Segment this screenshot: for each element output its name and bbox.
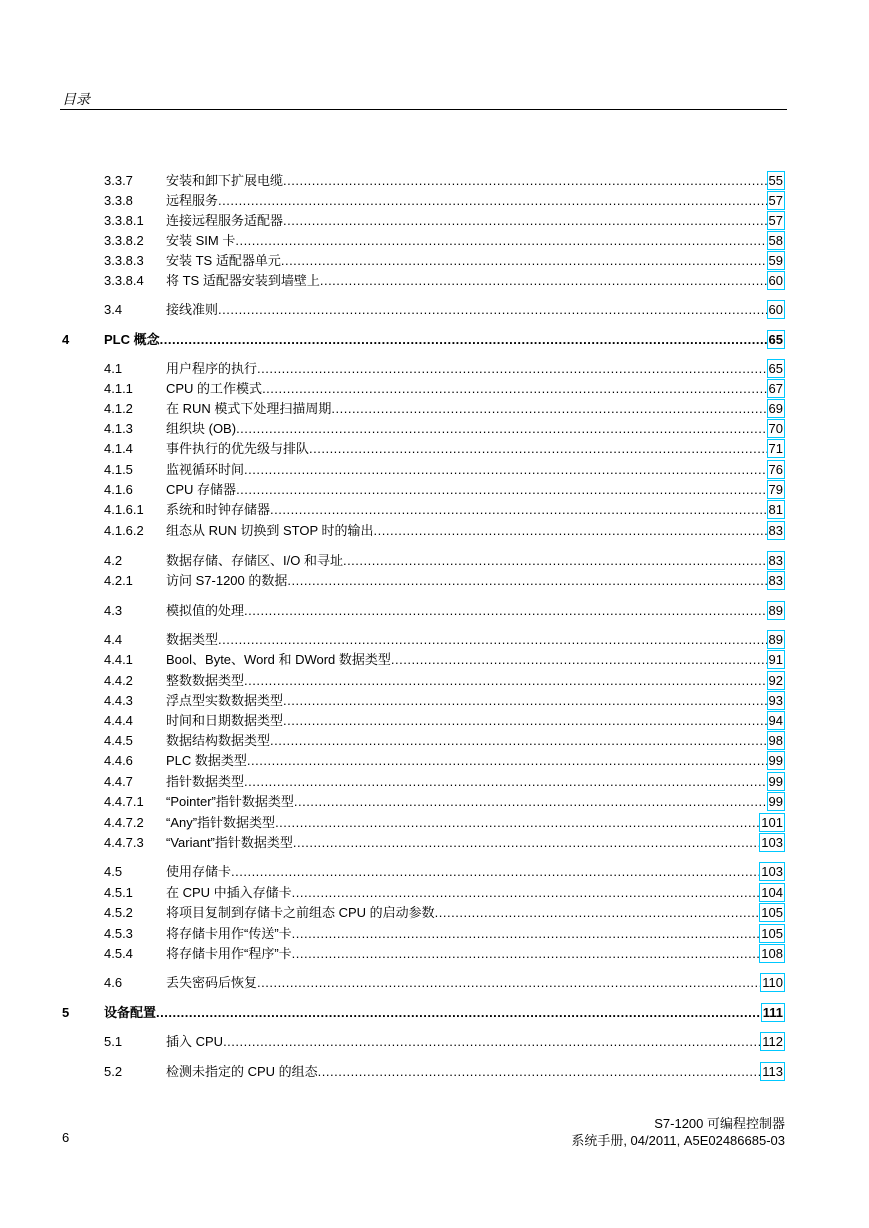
toc-entry[interactable] <box>0 671 869 691</box>
toc-page-link[interactable]: 83 <box>768 523 783 538</box>
toc-entry[interactable] <box>0 903 869 923</box>
dot-leader <box>435 903 760 923</box>
toc-entry-number: 4.5.3 <box>104 926 133 941</box>
dot-leader <box>294 792 767 812</box>
toc-entry-title[interactable]: CPU 存储器 <box>166 482 237 497</box>
toc-entry-title[interactable]: 事件执行的优先级与排队 <box>166 441 310 456</box>
dot-leader <box>236 419 766 439</box>
toc-entry-title[interactable]: 将存储卡用作“传送”卡 <box>166 926 292 941</box>
footer-product: S7-1200 可编程控制器 <box>654 1116 785 1131</box>
toc-page-link[interactable]: 103 <box>761 864 783 879</box>
toc-entry-title[interactable]: PLC 概念 <box>104 332 160 347</box>
toc-page-link[interactable]: 99 <box>768 753 783 768</box>
toc-entry[interactable] <box>0 551 869 571</box>
toc-entry-number: 4.4.2 <box>104 673 133 688</box>
dot-leader <box>318 1062 761 1082</box>
toc-entry[interactable] <box>0 630 869 650</box>
toc-entry-title[interactable]: 数据结构数据类型 <box>166 733 271 748</box>
toc-entry-title[interactable]: 指针数据类型 <box>166 774 245 789</box>
toc-entry[interactable] <box>0 731 869 751</box>
toc-entry[interactable] <box>0 300 869 320</box>
toc-entry-number: 4.5.2 <box>104 905 133 920</box>
toc-entry[interactable] <box>0 833 869 853</box>
toc-page-link[interactable]: 57 <box>768 193 783 208</box>
dot-leader <box>262 379 766 399</box>
toc-entry-title[interactable]: 整数数据类型 <box>166 673 245 688</box>
toc-entry-number: 3.3.8.2 <box>104 233 144 248</box>
toc-entry-number: 3.3.8 <box>104 193 133 208</box>
toc-page-link[interactable]: 110 <box>762 975 783 990</box>
toc-entry-title[interactable]: 丢失密码后恢复 <box>166 975 258 990</box>
toc-entry[interactable] <box>0 1062 869 1082</box>
toc-entry-title[interactable]: 插入 CPU <box>166 1034 224 1049</box>
dot-leader <box>160 330 767 350</box>
toc-page-link[interactable]: 59 <box>768 253 783 268</box>
toc-page-link[interactable]: 112 <box>762 1034 783 1049</box>
toc-page-link[interactable]: 81 <box>768 502 783 517</box>
header-title: 目录 <box>62 93 90 108</box>
toc-entry-title[interactable]: “Pointer”指针数据类型 <box>166 794 294 809</box>
footer-manual: 系统手册, 04/2011, A5E02486685-03 <box>571 1133 785 1148</box>
dot-leader <box>231 862 759 882</box>
dot-leader <box>292 924 760 944</box>
toc-entry-title[interactable]: 安装 SIM 卡 <box>166 233 236 248</box>
toc-entry-title[interactable]: PLC 数据类型 <box>166 753 247 768</box>
toc-entry-title[interactable]: 数据存储、存储区、I/O 和寻址 <box>166 553 343 568</box>
toc-page-link[interactable]: 104 <box>761 885 783 900</box>
toc-entry-title[interactable]: 设备配置 <box>104 1005 157 1020</box>
toc-entry[interactable] <box>0 251 869 271</box>
toc-page-link[interactable]: 55 <box>768 173 783 188</box>
dot-leader <box>292 944 760 964</box>
dot-leader <box>343 551 767 571</box>
toc-entry-number: 5 <box>62 1005 70 1020</box>
toc-entry-title[interactable]: 将存储卡用作“程序”卡 <box>166 946 292 961</box>
dot-leader <box>244 772 767 792</box>
toc-page-link[interactable]: 76 <box>768 462 783 477</box>
toc-entry-number: 4.4 <box>104 632 123 647</box>
dot-leader <box>283 691 767 711</box>
toc-page-link[interactable]: 60 <box>768 273 783 288</box>
toc-entry-number: 4.4.7 <box>104 774 133 789</box>
toc-entry-number: 4.4.3 <box>104 693 133 708</box>
dot-leader <box>156 1003 761 1023</box>
toc-entry[interactable] <box>0 772 869 792</box>
toc-entry-title[interactable]: 连接远程服务适配器 <box>166 213 284 228</box>
toc-entry-title[interactable]: 将 TS 适配器安装到墙壁上 <box>166 273 320 288</box>
toc-entry-title[interactable]: 系统和时钟存储器 <box>166 502 271 517</box>
toc-entry-number: 4.1.6 <box>104 482 133 497</box>
toc-entry-title[interactable]: 在 RUN 模式下处理扫描周期 <box>166 401 332 416</box>
toc-entry-title[interactable]: 用户程序的执行 <box>166 361 258 376</box>
toc-page-link[interactable]: 91 <box>768 652 783 667</box>
toc-page-link[interactable]: 58 <box>768 233 783 248</box>
toc-entry-number: 4.1.4 <box>104 441 133 456</box>
toc-entry-title[interactable]: CPU 的工作模式 <box>166 381 263 396</box>
toc-entry[interactable] <box>0 571 869 591</box>
toc-page-link[interactable]: 65 <box>768 332 783 347</box>
dot-leader <box>257 359 767 379</box>
dot-leader <box>257 973 760 993</box>
toc-entry-number: 4.1 <box>104 361 123 376</box>
toc-entry-title[interactable]: 数据类型 <box>166 632 219 647</box>
toc-entry-number: 4.1.6.1 <box>104 502 144 517</box>
toc-entry-number: 4.1.3 <box>104 421 133 436</box>
toc-entry-title[interactable]: 组态从 RUN 切换到 STOP 时的输出 <box>166 523 374 538</box>
toc-entry-number: 4.4.5 <box>104 733 133 748</box>
toc-entry-title[interactable]: 时间和日期数据类型 <box>166 713 284 728</box>
toc-page-link[interactable]: 89 <box>768 632 783 647</box>
toc-page-link[interactable]: 99 <box>768 794 783 809</box>
toc-entry[interactable] <box>0 191 869 211</box>
toc-page-link[interactable]: 89 <box>768 603 783 618</box>
toc-entry-number: 4.5.4 <box>104 946 133 961</box>
toc-entry-number: 4.4.1 <box>104 652 133 667</box>
dot-leader <box>283 171 767 191</box>
toc-entry[interactable] <box>0 1003 869 1023</box>
toc-entry[interactable] <box>0 883 869 903</box>
dot-leader <box>283 711 767 731</box>
toc-entry-title[interactable]: 模拟值的处理 <box>166 603 245 618</box>
dot-leader <box>287 571 766 591</box>
toc-entry-number: 4.4.4 <box>104 713 133 728</box>
toc-entry-title[interactable]: 访问 S7-1200 的数据 <box>166 573 288 588</box>
toc-entry[interactable] <box>0 601 869 621</box>
toc-entry[interactable] <box>0 439 869 459</box>
toc-entry-title[interactable]: 接线准则 <box>166 302 219 317</box>
dot-leader <box>236 480 766 500</box>
toc-page-link[interactable]: 93 <box>768 693 783 708</box>
toc-entry[interactable] <box>0 521 869 541</box>
toc-entry-number: 3.4 <box>104 302 123 317</box>
toc-page-link[interactable]: 60 <box>768 302 783 317</box>
toc-entry[interactable] <box>0 419 869 439</box>
toc-page-link[interactable]: 71 <box>768 441 783 456</box>
toc-entry-number: 5.2 <box>104 1064 123 1079</box>
toc-page-link[interactable]: 101 <box>761 815 783 830</box>
toc-page-link[interactable]: 108 <box>761 946 783 961</box>
toc-entry-number: 4.1.2 <box>104 401 133 416</box>
toc-entry-number: 4.3 <box>104 603 123 618</box>
toc-entry-title[interactable]: “Any”指针数据类型 <box>166 815 276 830</box>
dot-leader <box>244 601 767 621</box>
toc-entry[interactable] <box>0 862 869 882</box>
dot-leader <box>281 251 767 271</box>
toc-entry-number: 4.2.1 <box>104 573 133 588</box>
toc-page-link[interactable]: 79 <box>768 482 783 497</box>
footer-page-number: 6 <box>62 1130 70 1145</box>
dot-leader <box>247 751 767 771</box>
toc-entry[interactable] <box>0 211 869 231</box>
toc-entry[interactable] <box>0 271 869 291</box>
dot-leader <box>292 883 760 903</box>
toc-page-link[interactable]: 70 <box>768 421 783 436</box>
toc-page-link[interactable]: 113 <box>762 1064 783 1079</box>
toc-entry-title[interactable]: 组织块 (OB) <box>166 421 237 436</box>
dot-leader <box>244 460 767 480</box>
toc-entry[interactable] <box>0 924 869 944</box>
toc-entry[interactable] <box>0 973 869 993</box>
toc-entry-title[interactable]: 浮点型实数数据类型 <box>166 693 284 708</box>
toc-entry-number: 4.5 <box>104 864 123 879</box>
toc-entry-number: 4.2 <box>104 553 123 568</box>
toc-entry[interactable] <box>0 650 869 670</box>
toc-entry-number: 3.3.8.3 <box>104 253 144 268</box>
toc-entry-title[interactable]: 安装 TS 适配器单元 <box>166 253 281 268</box>
toc-page-link[interactable]: 94 <box>768 713 783 728</box>
toc-entry-number: 4.5.1 <box>104 885 133 900</box>
toc-page-link[interactable]: 111 <box>762 1005 783 1020</box>
toc-page-link[interactable]: 92 <box>768 673 783 688</box>
toc-page-link[interactable]: 98 <box>768 733 783 748</box>
toc-entry[interactable] <box>0 460 869 480</box>
toc-page-link[interactable]: 105 <box>761 905 783 920</box>
dot-leader <box>309 439 767 459</box>
dot-leader <box>391 650 767 670</box>
toc-entry-title[interactable]: 监视循环时间 <box>166 462 245 477</box>
toc-entry-number: 4.1.1 <box>104 381 133 396</box>
toc-entry-number: 4.4.6 <box>104 753 133 768</box>
toc-entry-number: 4.4.7.2 <box>104 815 144 830</box>
toc-entry[interactable] <box>0 691 869 711</box>
toc-entry-title[interactable]: 将项目复制到存储卡之前组态 CPU 的启动参数 <box>166 905 435 920</box>
toc-entry-number: 3.3.8.1 <box>104 213 144 228</box>
toc-entry-title[interactable]: Bool、Byte、Word 和 DWord 数据类型 <box>166 652 391 667</box>
toc-entry-number: 4.4.7.1 <box>104 794 144 809</box>
dot-leader <box>270 731 767 751</box>
toc-page-link[interactable]: 67 <box>768 381 783 396</box>
toc-entry-number: 4.1.6.2 <box>104 523 144 538</box>
toc-entry[interactable] <box>0 1032 869 1052</box>
toc-entry-number: 4.1.5 <box>104 462 133 477</box>
toc-entry[interactable] <box>0 359 869 379</box>
toc-entry-number: 3.3.7 <box>104 173 133 188</box>
toc-page-link[interactable]: 83 <box>768 573 783 588</box>
toc-entry[interactable] <box>0 231 869 251</box>
dot-leader <box>223 1032 760 1052</box>
toc-entry[interactable] <box>0 792 869 812</box>
dot-leader <box>218 300 767 320</box>
dot-leader <box>293 833 759 853</box>
toc-entry-title[interactable]: 安装和卸下扩展电缆 <box>166 173 284 188</box>
toc-entry-title[interactable]: 使用存储卡 <box>166 864 232 879</box>
dot-leader <box>331 399 766 419</box>
dot-leader <box>218 630 767 650</box>
toc-entry[interactable] <box>0 171 869 191</box>
toc-page-link[interactable]: 57 <box>768 213 783 228</box>
toc-entry-title[interactable]: 远程服务 <box>166 193 219 208</box>
toc-page-link[interactable]: 83 <box>768 553 783 568</box>
toc-page-link[interactable]: 105 <box>761 926 783 941</box>
toc-entry-number: 4 <box>62 332 70 347</box>
dot-leader <box>320 271 767 291</box>
toc-entry-number: 5.1 <box>104 1034 123 1049</box>
toc-entry[interactable] <box>0 379 869 399</box>
toc-entry[interactable] <box>0 944 869 964</box>
toc-entry[interactable] <box>0 330 869 350</box>
dot-leader <box>218 191 767 211</box>
toc-page-link[interactable]: 65 <box>768 361 783 376</box>
toc-entry[interactable] <box>0 751 869 771</box>
toc-entry-title[interactable]: 检测未指定的 CPU 的组态 <box>166 1064 318 1079</box>
dot-leader <box>235 231 766 251</box>
dot-leader <box>270 500 767 520</box>
toc-page-link[interactable]: 99 <box>768 774 783 789</box>
dot-leader <box>275 813 759 833</box>
toc-entry[interactable] <box>0 399 869 419</box>
toc-entry-title[interactable]: “Variant”指针数据类型 <box>166 835 293 850</box>
toc-entry[interactable] <box>0 500 869 520</box>
toc-page-link[interactable]: 103 <box>761 835 783 850</box>
toc-entry[interactable] <box>0 711 869 731</box>
toc-entry-title[interactable]: 在 CPU 中插入存储卡 <box>166 885 292 900</box>
toc-page-link[interactable]: 69 <box>768 401 783 416</box>
dot-leader <box>283 211 767 231</box>
toc-entry[interactable] <box>0 813 869 833</box>
dot-leader <box>374 521 767 541</box>
toc-entry-number: 4.6 <box>104 975 123 990</box>
dot-leader <box>244 671 767 691</box>
toc-entry[interactable] <box>0 480 869 500</box>
toc-entry-number: 3.3.8.4 <box>104 273 144 288</box>
toc-entry-number: 4.4.7.3 <box>104 835 144 850</box>
